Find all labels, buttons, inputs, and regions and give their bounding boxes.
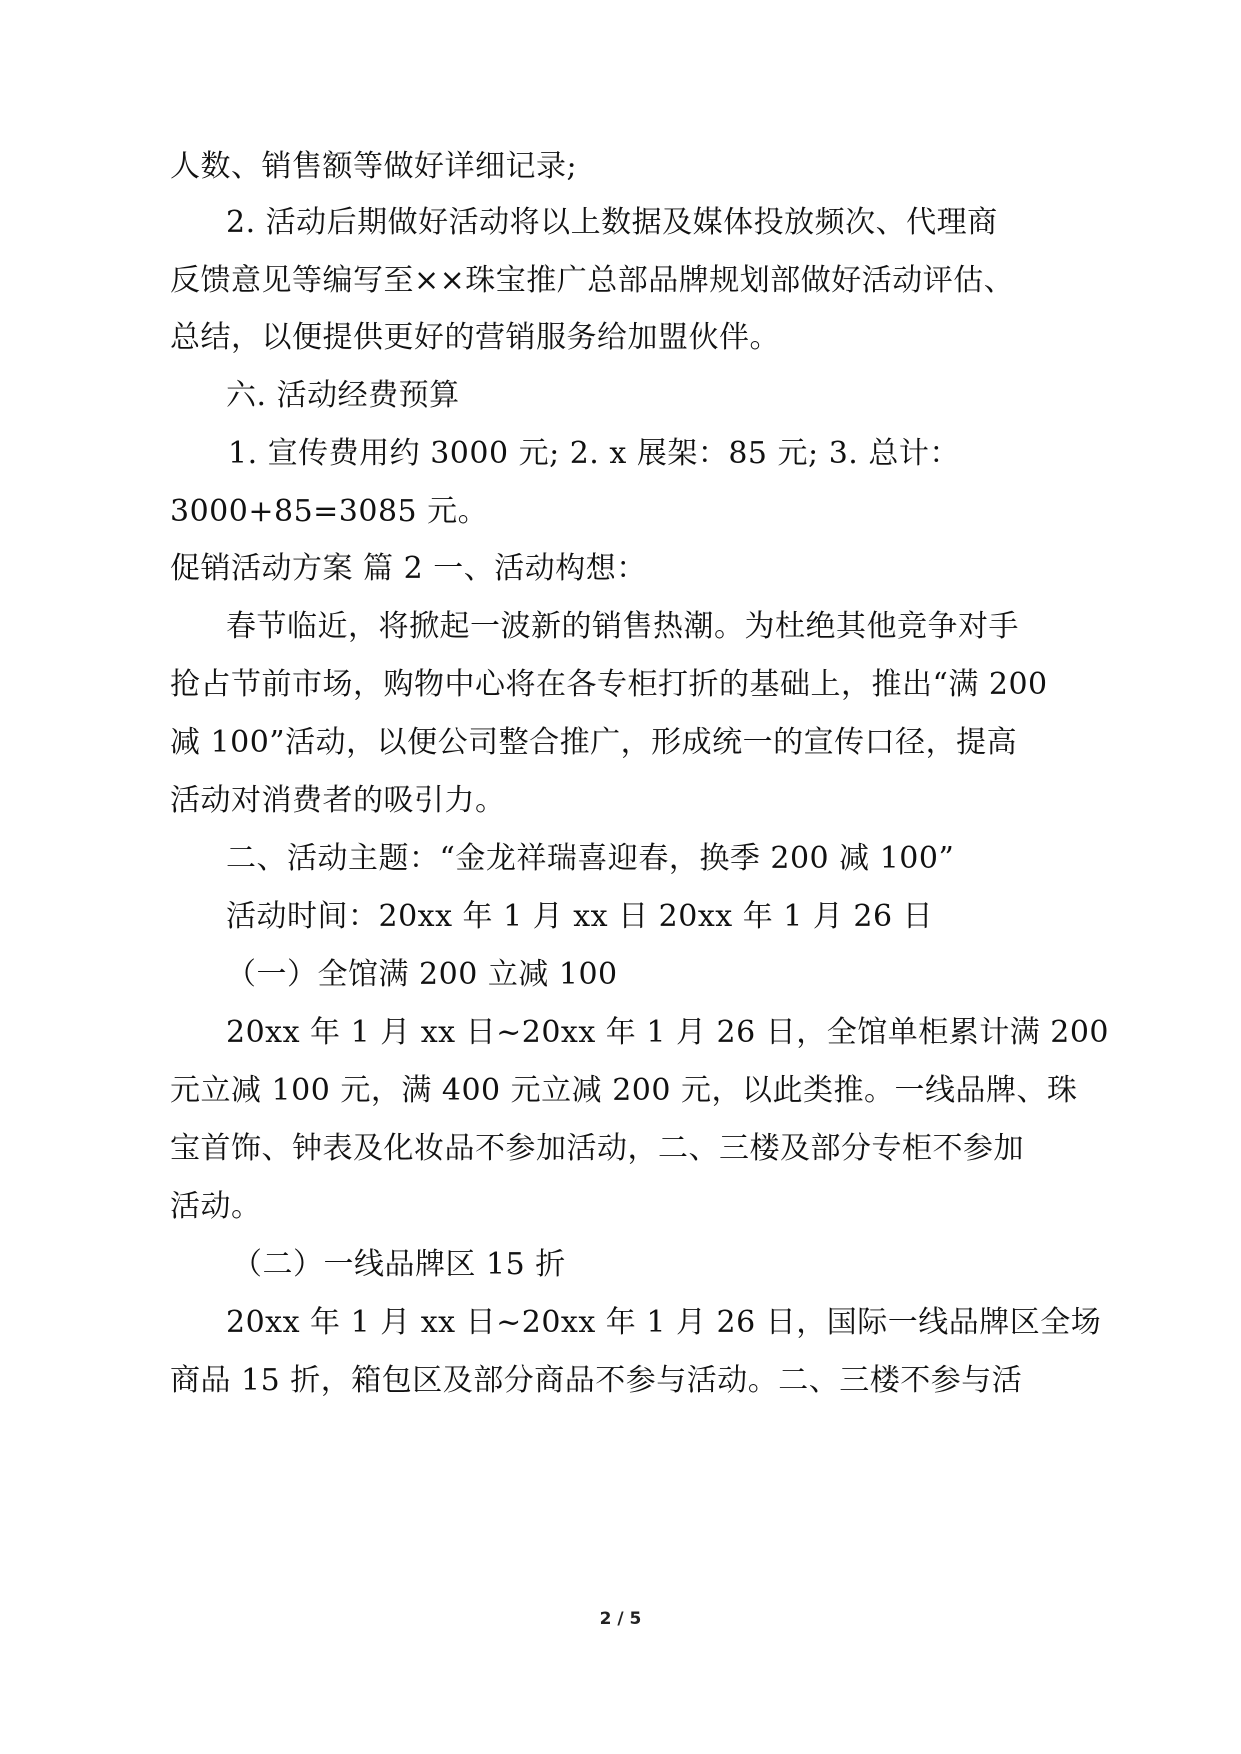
- section-heading-plan-2: 促销活动方案 篇 2 一、活动构想：: [170, 551, 647, 586]
- body-line-10: 抢占节前市场，购物中心将在各专柜打折的基础上，推出“满 200: [170, 667, 1048, 702]
- body-line-21: 20xx 年 1 月 xx 日~20xx 年 1 月 26 日，国际一线品牌区全场: [226, 1305, 1102, 1340]
- body-line-22: 商品 15 折，箱包区及部分商品不参与活动。二、三楼不参与活: [170, 1363, 1023, 1398]
- body-line-activity-time: 活动时间：20xx 年 1 月 xx 日 20xx 年 1 月 26 日: [226, 899, 934, 934]
- body-line-12: 活动对消费者的吸引力。: [170, 783, 506, 818]
- body-line-11: 减 100”活动，以便公司整合推广，形成统一的宣传口径，提高: [170, 725, 1018, 760]
- body-line-2: 2. 活动后期做好活动将以上数据及媒体投放频次、代理商: [226, 205, 998, 240]
- section-heading-theme: 二、活动主题：“金龙祥瑞喜迎春，换季 200 减 100”: [226, 841, 955, 876]
- page-number: 2 / 5: [599, 1609, 642, 1629]
- body-line-4: 总结，以便提供更好的营销服务给加盟伙伴。: [170, 320, 780, 355]
- body-line-19: 活动。: [170, 1189, 262, 1224]
- body-line-16: 20xx 年 1 月 xx 日~20xx 年 1 月 26 日，全馆单柜累计满 200: [226, 1015, 1110, 1050]
- body-line-1: 人数、销售额等做好详细记录;: [170, 149, 578, 184]
- section-heading-budget: 六. 活动经费预算: [226, 378, 460, 413]
- body-line-17: 元立减 100 元，满 400 元立减 200 元，以此类推。一线品牌、珠: [170, 1073, 1078, 1108]
- subsection-heading-2: （二）一线品牌区 15 折: [232, 1247, 566, 1282]
- body-line-6: 1. 宣传费用约 3000 元; 2. x 展架：85 元; 3. 总计：: [228, 436, 960, 471]
- body-line-3: 反馈意见等编写至××珠宝推广总部品牌规划部做好活动评估、: [170, 263, 1015, 298]
- body-line-9: 春节临近，将掀起一波新的销售热潮。为杜绝其他竞争对手: [226, 609, 1019, 644]
- subsection-heading-1: （一）全馆满 200 立减 100: [226, 957, 618, 992]
- body-line-18: 宝首饰、钟表及化妆品不参加活动，二、三楼及部分专柜不参加: [170, 1131, 1024, 1166]
- body-line-7: 3000+85=3085 元。: [170, 494, 489, 529]
